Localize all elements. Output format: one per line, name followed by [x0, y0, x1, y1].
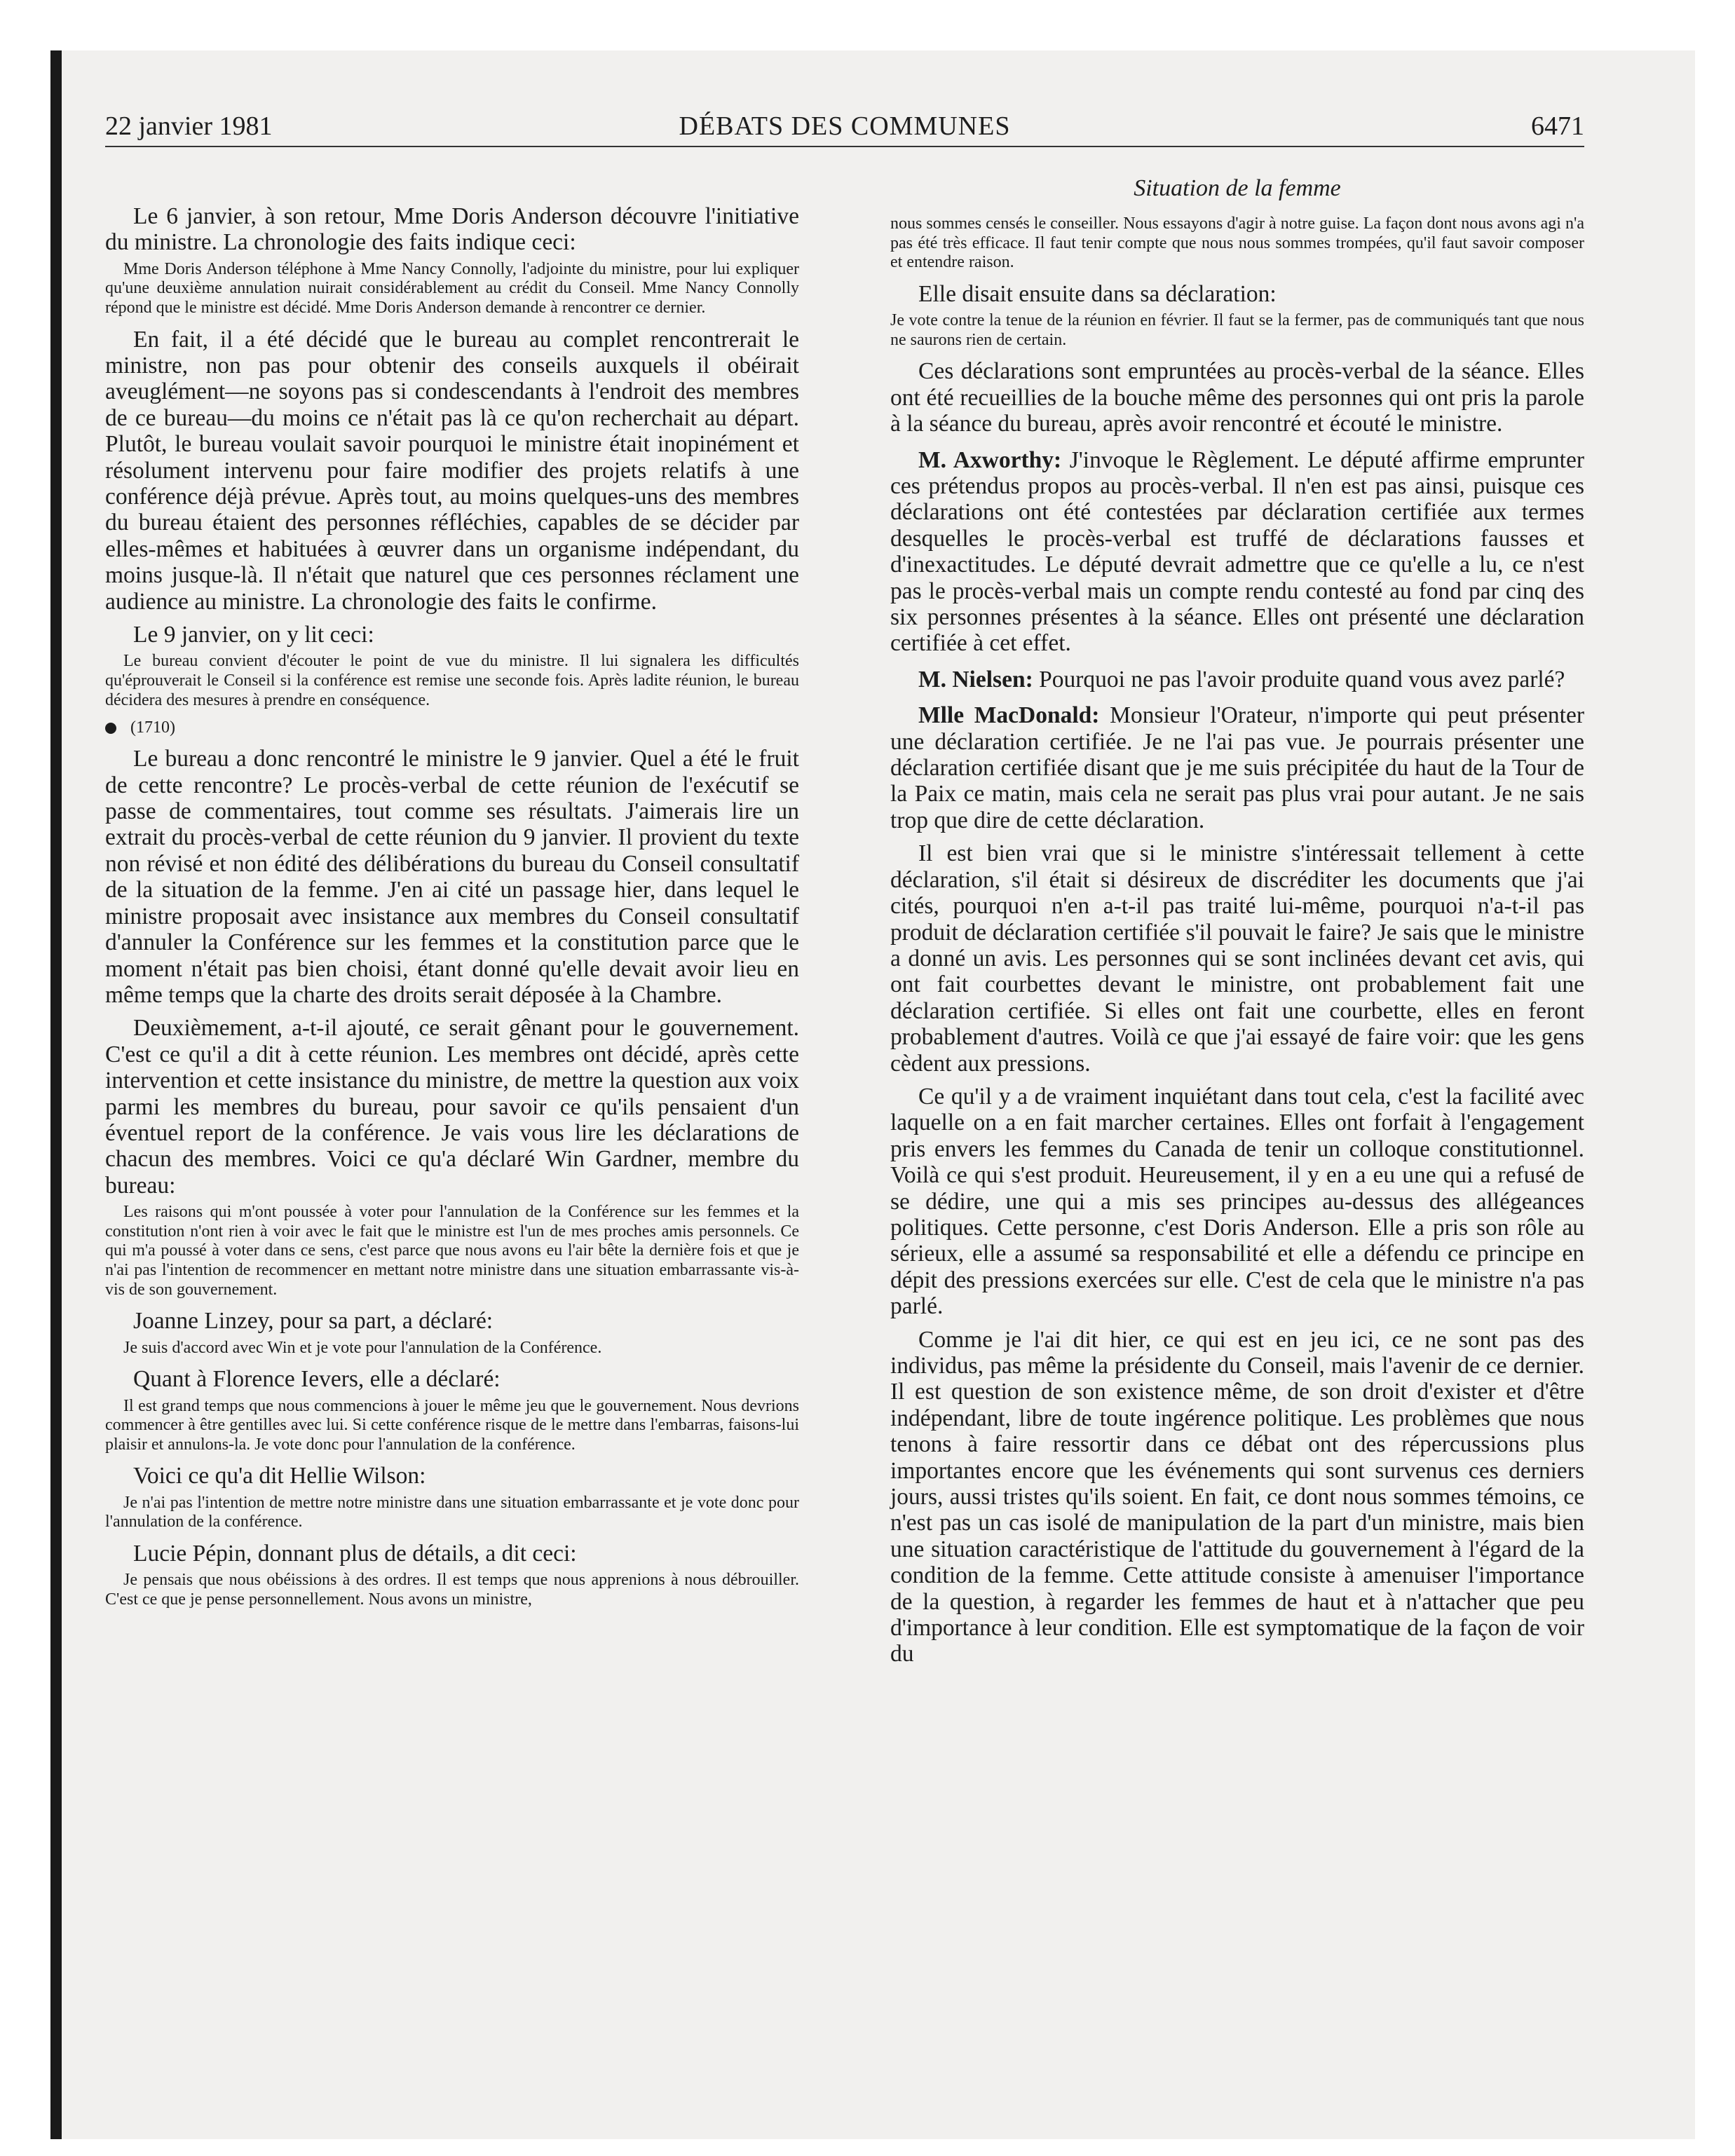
speaker-name: M. Axworthy: [918, 446, 1062, 473]
paragraph: Le bureau a donc rencontré le ministre le 9 janvier. Quel a été le fruit de cette rencontre? Le procès-verbal de cette réunion de l'exécutif se passe de commentaires, tout comme ses résultats. J'aimerais lire un extrait du procès-verbal de cette réunion du 9 janvier. Il provient du texte non révisé et non édité des délibérations du bureau du Conseil consultatif de la situation de la femme. J'en ai cité un passage hier, dans lequel le ministre proposait avec insistance aux membres du Conseil consultatif d'annuler la Conférence sur les femmes et la constitution parce que le moment n'était pas bien choisi, étant donné qu'elle devait avoir lieu en même temps que la charte des droits serait déposée à la Chambre. [105, 746, 799, 1008]
time-marker [105, 718, 799, 737]
quotation: Je suis d'accord avec Win et je vote pour l'annulation de la Conférence. [123, 1338, 602, 1357]
paragraph: Le 9 janvier, on y lit ceci: [133, 622, 374, 648]
paragraph: Lucie Pépin, donnant plus de détails, a dit ceci: [133, 1540, 577, 1567]
section-title: Situation de la femme [1134, 175, 1341, 201]
speech-text: Monsieur l'Orateur, n'importe qui peut présenter une déclaration certifiée. Je ne l'ai pas vue. Je pourrais présenter une déclaration certifiée disant que je me suis précipitée du haut de la Tour de la Paix ce matin, mais cela ne serait pas plus vrai pour autant. Je ne sais trop que dire de cette déclaration. [890, 702, 1584, 833]
quotation: Je pensais que nous obéissions à des ordres. Il est temps que nous apprenions à nous débrouiller. C'est ce que je pense personnellement. Nous avons un ministre, [105, 1571, 799, 1609]
bullet-icon [105, 723, 116, 734]
quotation: Je vote contre la tenue de la réunion en février. Il faut se la fermer, pas de communiqués tant que nous ne saurons rien de certain. [890, 311, 1584, 349]
speaker-intervention [890, 702, 1584, 833]
paragraph: Deuxièmement, a-t-il ajouté, ce serait gênant pour le gouvernement. C'est ce qu'il a dit à cette réunion. Les membres ont décidé, après cette intervention et cette insistance du ministre, de mettre la question aux voix parmi les membres du bureau, pour savoir ce qu'ils pensaient d'un éventuel report de la conférence. Je vais vous lire les déclarations de chacun des membres. Voici ce qu'a déclaré Win Gardner, membre du bureau: [105, 1015, 799, 1199]
speaker-name: M. Nielsen: [918, 666, 1033, 692]
paragraph: Ces déclarations sont empruntées au procès-verbal de la séance. Elles ont été recueillies de la bouche même des personnes qui ont pris la parole à la séance du bureau, après avoir rencontré et écouté le ministre. [890, 358, 1584, 437]
header-title: DÉBATS DES COMMUNES [679, 111, 1011, 141]
paragraph: Le 6 janvier, à son retour, Mme Doris Anderson découvre l'initiative du ministre. La chronologie des faits indique ceci: [105, 203, 799, 256]
header-date: 22 janvier 1981 [105, 111, 273, 141]
paragraph: Ce qu'il y a de vraiment inquiétant dans tout cela, c'est la facilité avec laquelle on a en fait marcher certaines. Elles ont forfait à l'engagement pris envers les femmes du Canada de tenir un colloque constitutionnel. Voilà ce qui s'est produit. Heureusement, il y en a eu une qui a refusé de se dédire, une qui a mis ses principes au-dessus des allégeances politiques. Cette personne, c'est Doris Anderson. Elle a pris son rôle au sérieux, elle a assumé sa responsabilité et elle a défendu ce principe en dépit des pressions exercées sur elle. C'est de cela que le ministre n'a pas parlé. [890, 1083, 1584, 1320]
quotation: nous sommes censés le conseiller. Nous essayons d'agir à notre guise. La façon dont nous avons agi n'a pas été très efficace. Il faut tenir compte que nous nous sommes trompées, qu'il faut savoir composer et entendre raison. [890, 214, 1584, 272]
speaker-intervention [890, 447, 1584, 657]
paragraph: Quant à Florence Ievers, elle a déclaré: [133, 1366, 501, 1393]
speech-text: Pourquoi ne pas l'avoir produite quand vous avez parlé? [1033, 666, 1565, 692]
speech-text: J'invoque le Règlement. Le député affirme emprunter ces prétendus propos au procès-verbal. Il n'en est pas ainsi, puisque ces déclarations ont été contestées par déclaration certifiée aux termes desquelles le procès-verbal est truffé de déclarations fausses et d'inexactitudes. Le député devrait admettre que ce qu'elle a lu, ce n'est pas le procès-verbal mais un compte rendu contesté au fond par cinq des six personnes présentes à la séance. Elles ont présenté une déclaration certifiée à cet effet. [890, 446, 1584, 657]
time-stamp: (1710) [130, 718, 175, 737]
speaker-name: Mlle MacDonald: [918, 702, 1100, 729]
paragraph: Voici ce qu'a dit Hellie Wilson: [133, 1463, 426, 1489]
paragraph: Elle disait ensuite dans sa déclaration: [918, 280, 1277, 307]
paragraph: Joanne Linzey, pour sa part, a déclaré: [133, 1308, 494, 1335]
paragraph: Comme je l'ai dit hier, ce qui est en jeu ici, ce ne sont pas des individus, pas même la présidente du Conseil, mais l'avenir de ce dernier. Il est question de son existence même, de son droit d'exister et d'être indépendant, libre de toute ingérence politique. Les problèmes que nous tenons à faire ressortir dans ce débat ont des répercussions plus importantes encore que les événements qui sont survenus ces derniers jours, aussi tristes qu'ils soient. En fait, ce dont nous sommes témoins, ce n'est pas un cas isolé de manipulation de la part d'un ministre, mais bien une situation caractéristique de l'attitude du gouvernement à l'égard de la condition de la femme. Cette attitude consiste à amenuiser l'importance de la question, à regarder les femmes de haut et à n'attacher que peu d'importance à leur condition. Elle est symptomatique de la façon de voir du [890, 1326, 1584, 1667]
quotation: Les raisons qui m'ont poussée à voter pour l'annulation de la Conférence sur les femmes et la constitution n'ont rien à voir avec le fait que le ministre est l'un de mes proches amis personnels. Ce qui m'a poussé à voter dans ce sens, c'est parce que nous avons eu l'air bête la dernière fois et que je n'ai pas l'intention de recommencer en mettant notre ministre dans une situation embarrassante vis-à-vis de son gouvernement. [105, 1203, 799, 1299]
quotation: Il est grand temps que nous commencions à jouer le même jeu que le gouvernement. Nous devrions commencer à être gentilles avec lui. Si cette conférence risque de le mettre dans l'embarras, faisons-lui plaisir et annulons-la. Je vote donc pour l'annulation de la conférence. [105, 1396, 799, 1454]
paragraph: En fait, il a été décidé que le bureau au complet rencontrerait le ministre, non pas pour obtenir des conseils auxquels il obéirait aveuglément—ne soyons pas si condescendants à l'endroit des membres de ce bureau—du moins ce n'était pas là ce qu'on recherchait au départ. Plutôt, le bureau voulait savoir pourquoi le ministre était inopinément et résolument intervenu pour faire modifier des projets relatifs à une conférence déjà prévue. Après tout, au moins quelques-uns des membres du bureau étaient des personnes réfléchies, capables de se décider par elles-mêmes et habituées à œuvrer dans un organisme indépendant, du moins jusque-là. Il n'était que naturel que ces personnes réclament une audience au ministre. La chronologie des faits le confirme. [105, 326, 799, 615]
page-number: 6471 [1531, 111, 1584, 141]
paragraph: Il est bien vrai que si le ministre s'intéressait tellement à cette déclaration, s'il était si désireux de discréditer les documents que j'ai cités, pourquoi n'en a-t-il pas traité lui-même, pourquoi n'a-t-il pas produit de déclaration certifiée s'il pouvait le faire? Je sais que le ministre a donné un avis. Les personnes qui se sont inclinées devant cet avis, qui ont fait courbettes devant le ministre, ont probablement fait une déclaration certifiée. Si elles ont fait une courbette, elles en feront probablement d'autres. Voilà ce que j'ai essayé de faire voir: que les gens cèdent aux pressions. [890, 840, 1584, 1077]
speaker-intervention [890, 667, 1584, 692]
quotation: Mme Doris Anderson téléphone à Mme Nancy Connolly, l'adjointe du ministre, pour lui expliquer qu'une deuxième annulation nuirait considérablement au crédit du Conseil. Mme Nancy Connolly répond que le ministre est décidé. Mme Doris Anderson demande à rencontrer ce dernier. [105, 259, 799, 317]
right-column [890, 175, 1584, 1674]
quotation: Le bureau convient d'écouter le point de vue du ministre. Il lui signalera les difficultés qu'éprouverait le Conseil si la conférence est remise une seconde fois. Après ladite réunion, le bureau décidera des mesures à prendre en conséquence. [105, 652, 799, 709]
quotation: Je n'ai pas l'intention de mettre notre ministre dans une situation embarrassante et je vote donc pour l'annulation de la conférence. [105, 1493, 799, 1531]
page-header [105, 104, 1584, 147]
left-column [105, 203, 799, 1618]
